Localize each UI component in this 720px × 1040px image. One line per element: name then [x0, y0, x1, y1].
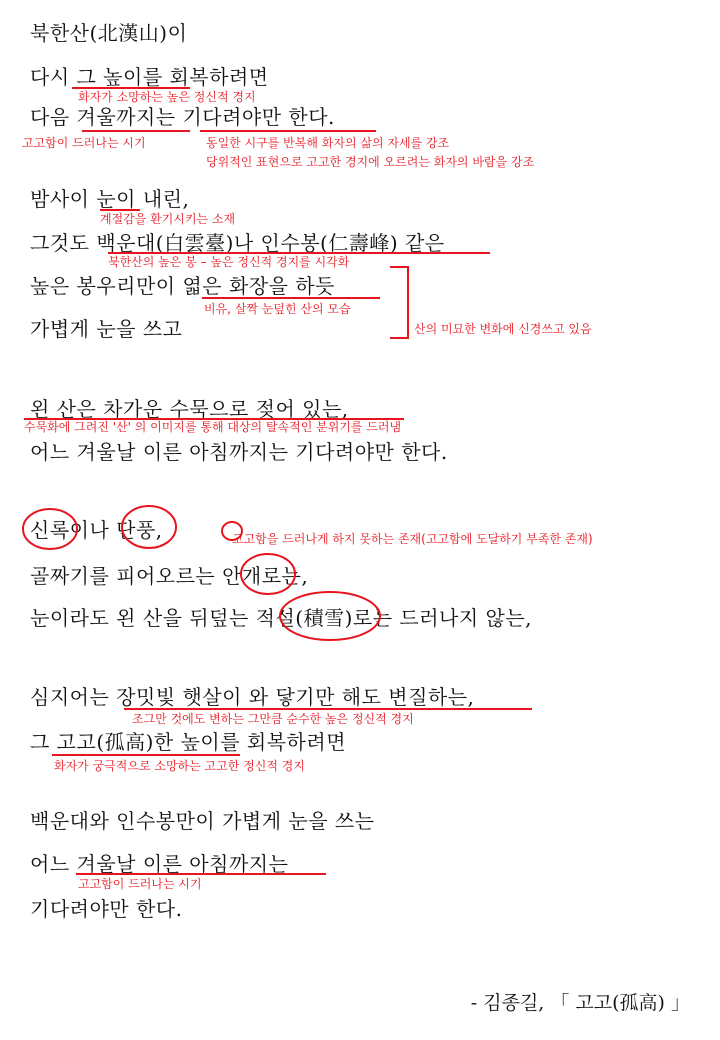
poem-line-12: 눈이라도 왼 산을 뒤덮는 적설(積雪)로는 드러나지 않는,	[30, 606, 533, 630]
annotation-time-reveal-2: 고고함이 드러나는 시기	[78, 877, 202, 891]
poem-line-11: 골짜기를 피어오르는 안개로는,	[30, 564, 309, 588]
poem-line-17: 기다려야만 한다.	[30, 897, 183, 921]
poem-line-6: 높은 봉우리만이 엷은 화장을 하듯	[30, 274, 335, 298]
annotation-repetition: 동일한 시구를 반복해 화자의 삶의 자세를 강조	[206, 136, 450, 150]
poem-line-1: 북한산(北漢山)이	[30, 21, 188, 45]
annotation-obstacles: 고고함을 드러나게 하지 못하는 존재(고고함에 도달하기 부족한 존재)	[232, 532, 593, 546]
poem-line-9: 어느 겨울날 이른 아침까지는 기다려야만 한다.	[30, 440, 448, 464]
poem-line-13: 심지어는 장밋빛 햇살이 와 닿기만 해도 변질하는,	[30, 685, 475, 709]
annotation-subtle-change: 산의 미묘한 변화에 신경쓰고 있음	[414, 322, 592, 336]
poem-line-14: 그 고고(孤高)한 높이를 회복하려면	[30, 730, 347, 754]
annotation-aspiration: 화자가 소망하는 높은 정신적 경지	[78, 90, 256, 104]
annotation-season: 계절감을 환기시키는 소재	[100, 212, 236, 226]
annotation-metaphor: 비유, 살짝 눈덮힌 산의 모습	[204, 302, 351, 316]
bracket-subtle-change	[390, 267, 408, 338]
poem-line-5: 그것도 백운대(白雲臺)나 인수봉(仁壽峰) 같은	[30, 231, 445, 255]
annotation-peaks: 북한산의 높은 봉 – 높은 정신적 경지를 시각화	[108, 255, 350, 269]
poem-line-16: 어느 겨울날 이른 아침까지는	[30, 852, 289, 876]
poem-line-2: 다시 그 높이를 회복하려면	[30, 65, 269, 89]
annotation-time-reveal-1: 고고함이 드러나는 시기	[22, 136, 146, 150]
annotation-wish: 당위적인 표현으로 고고한 경지에 오르려는 화자의 바람을 강조	[206, 155, 535, 169]
poem-line-7: 가볍게 눈을 쓰고	[30, 317, 183, 341]
annotation-ink-painting: 수묵화에 그려진 '산' 의 이미지를 통해 대상의 탈속적인 분위기를 드러냄	[24, 420, 402, 434]
annotation-fragile: 조그만 것에도 변하는 그만큼 순수한 높은 정신적 경지	[132, 712, 414, 726]
poem-credit: - 김종길, 「 고고(孤高) 」	[470, 992, 690, 1014]
annotation-ultimate: 화자가 궁극적으로 소망하는 고고한 정신적 경지	[54, 759, 305, 773]
poem-line-8: 왼 산은 차가운 수묵으로 젖어 있는,	[30, 397, 349, 421]
poem-line-15: 백운대와 인수봉만이 가볍게 눈을 쓰는	[30, 809, 375, 833]
poem-line-4: 밤사이 눈이 내린,	[30, 187, 190, 211]
poem-line-10: 신록이나 단풍,	[30, 518, 163, 542]
poem-line-3: 다음 겨울까지는 기다려야만 한다.	[30, 105, 335, 129]
